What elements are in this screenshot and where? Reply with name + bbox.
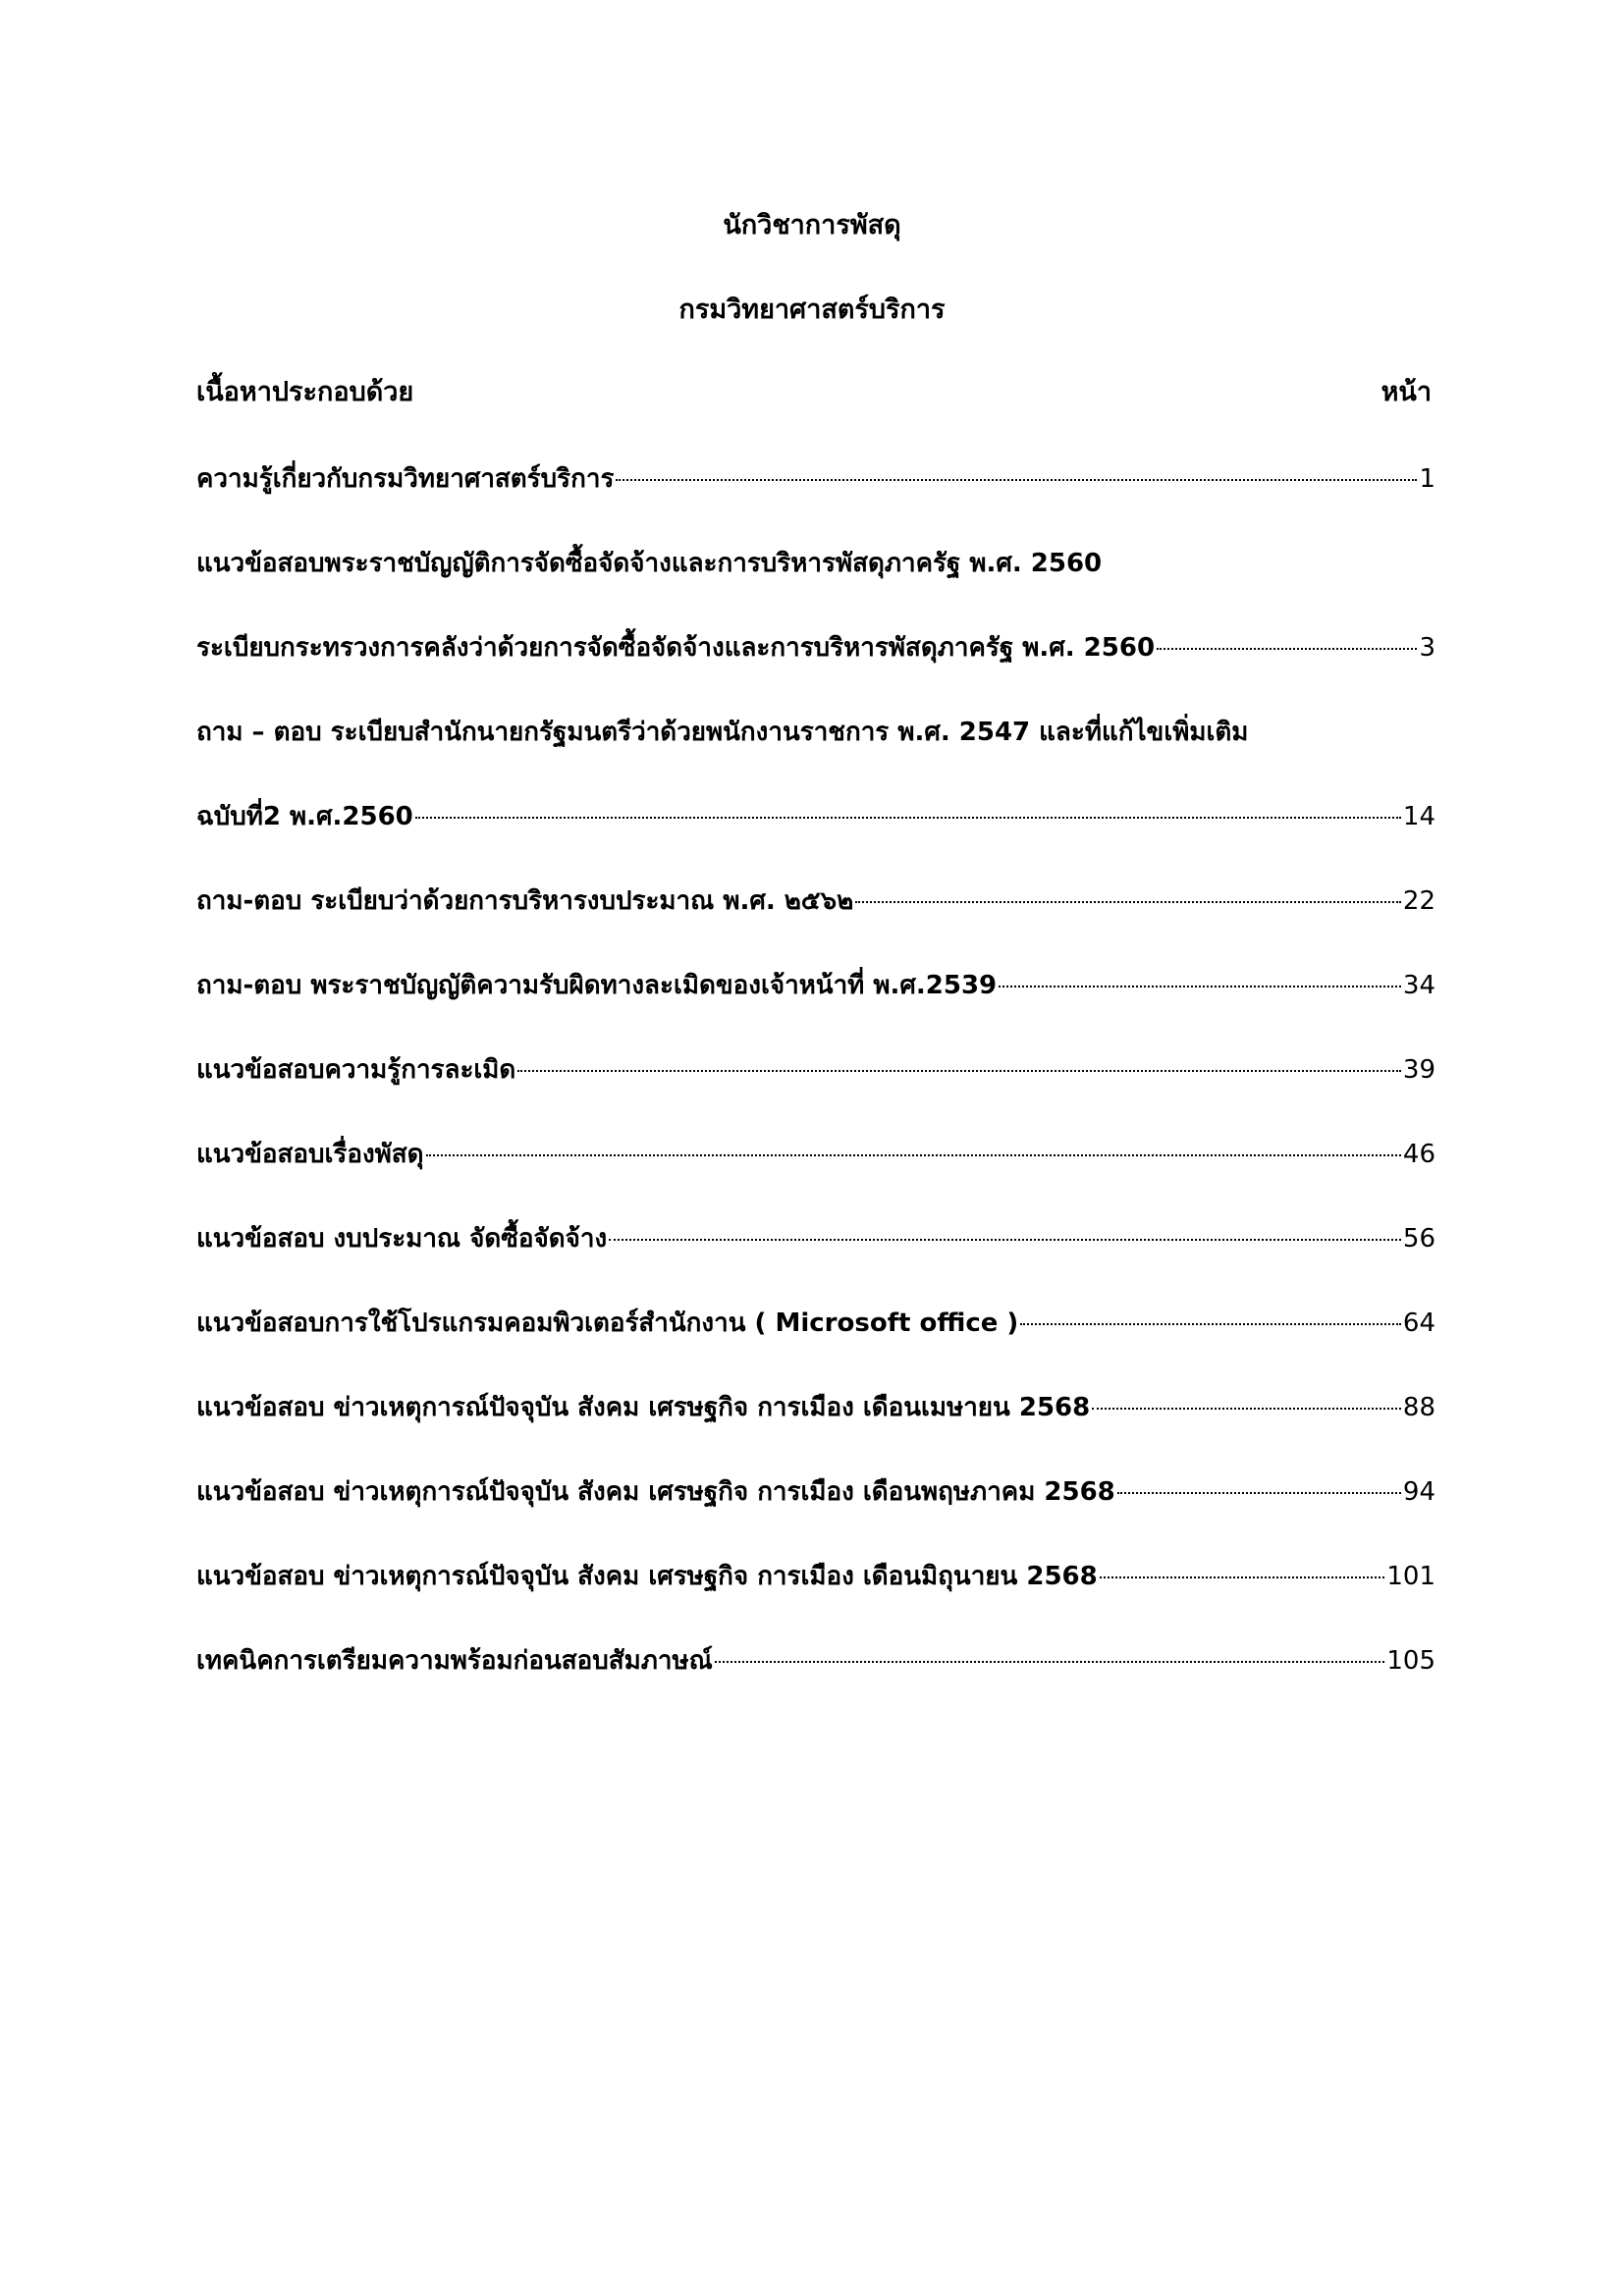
dot-leader: [1100, 1576, 1385, 1578]
toc-entry-title: ถาม-ตอบ ระเบียบว่าด้วยการบริหารงบประมาณ พ.ศ. ๒๕๖๒: [196, 886, 854, 916]
toc-entry-title: ถาม-ตอบ พระราชบัญญัติความรับผิดทางละเมิดของเจ้าหน้าที่ พ.ศ.2539: [196, 971, 998, 1000]
toc-entry-page: 34: [1402, 971, 1435, 1000]
toc-entry-title: ถาม – ตอบ ระเบียบสำนักนายกรัฐมนตรีว่าด้วยพนักงานราชการ พ.ศ. 2547 และที่แก้ไขเพิ่มเติม: [196, 718, 1249, 747]
toc-entry-title: แนวข้อสอบเรื่องพัสดุ: [196, 1140, 424, 1169]
dot-leader: [415, 817, 1401, 819]
toc-header: [196, 373, 1432, 412]
dot-leader: [616, 479, 1417, 481]
toc-entry[interactable]: [196, 713, 1435, 752]
toc-entry[interactable]: [196, 1050, 1435, 1090]
toc-entry[interactable]: [196, 966, 1435, 1005]
toc-entry-page: 56: [1402, 1224, 1435, 1254]
toc-entry[interactable]: [196, 1641, 1435, 1681]
dot-leader: [426, 1154, 1401, 1156]
dot-leader: [999, 986, 1401, 988]
toc-entry-page: 94: [1402, 1477, 1435, 1507]
toc-entry-page: 101: [1386, 1562, 1435, 1591]
toc-entry[interactable]: [196, 628, 1435, 667]
toc-entry-title: แนวข้อสอบการใช้โปรแกรมคอมพิวเตอร์สำนักงาน ( Microsoft office ): [196, 1308, 1019, 1338]
toc-entry-title: แนวข้อสอบ ข่าวเหตุการณ์ปัจจุบัน สังคม เศรษฐกิจ การเมือง เดือนเมษายน 2568: [196, 1393, 1091, 1422]
document-subtitle: กรมวิทยาศาสตร์บริการ: [678, 294, 946, 325]
toc-entry-title: แนวข้อสอบ ข่าวเหตุการณ์ปัจจุบัน สังคม เศรษฐกิจ การเมือง เดือนพฤษภาคม 2568: [196, 1477, 1115, 1507]
toc-entry-title: ความรู้เกี่ยวกับกรมวิทยาศาสตร์บริการ: [196, 464, 615, 494]
toc-entry-page: 22: [1402, 886, 1435, 916]
document-title: นักวิชาการพัสดุ: [723, 210, 901, 240]
dot-leader: [1020, 1323, 1401, 1325]
toc-entry-title: แนวข้อสอบความรู้การละเมิด: [196, 1055, 516, 1085]
toc-entry[interactable]: [196, 459, 1435, 499]
toc-entry-page: 46: [1402, 1140, 1435, 1169]
toc-entry[interactable]: [196, 881, 1435, 921]
toc-entry-page: 3: [1419, 633, 1435, 663]
toc-entry[interactable]: [196, 1388, 1435, 1427]
dot-leader: [855, 901, 1401, 903]
toc-entry[interactable]: [196, 1135, 1435, 1174]
toc-entry[interactable]: [196, 1304, 1435, 1343]
toc-header-page: หน้า: [1380, 377, 1432, 407]
dot-leader: [1092, 1408, 1401, 1410]
toc-entry-title: แนวข้อสอบ ข่าวเหตุการณ์ปัจจุบัน สังคม เศรษฐกิจ การเมือง เดือนมิถุนายน 2568: [196, 1562, 1098, 1591]
toc-entry-title: ระเบียบกระทรวงการคลังว่าด้วยการจัดซื้อจัดจ้างและการบริหารพัสดุภาครัฐ พ.ศ. 2560: [196, 633, 1156, 663]
dot-leader: [609, 1239, 1401, 1241]
dot-leader: [1157, 648, 1417, 650]
toc-entry[interactable]: [196, 1472, 1435, 1512]
toc-entry-title: แนวข้อสอบ งบประมาณ จัดซื้อจัดจ้าง: [196, 1224, 608, 1254]
toc-entry-title: ฉบับที่2 พ.ศ.2560: [196, 802, 413, 831]
toc-header-contents: เนื้อหาประกอบด้วย: [196, 377, 414, 407]
toc-entry-page: 64: [1402, 1308, 1435, 1338]
toc-entry-page: 105: [1386, 1646, 1435, 1676]
toc-entry-page: 1: [1419, 464, 1435, 494]
dot-leader: [1117, 1492, 1401, 1494]
toc-entry-page: 39: [1402, 1055, 1435, 1085]
toc-entry[interactable]: [196, 1219, 1435, 1258]
toc-entry[interactable]: [196, 1557, 1435, 1596]
toc-entry-page: 88: [1402, 1393, 1435, 1422]
toc-entry-title: แนวข้อสอบพระราชบัญญัติการจัดซื้อจัดจ้างและการบริหารพัสดุภาครัฐ พ.ศ. 2560: [196, 549, 1103, 578]
toc-entry[interactable]: [196, 544, 1435, 583]
toc-entry[interactable]: [196, 797, 1435, 836]
dot-leader: [715, 1661, 1385, 1663]
toc-entry-page: 14: [1402, 802, 1435, 831]
toc-entry-title: เทคนิคการเตรียมความพร้อมก่อนสอบสัมภาษณ์: [196, 1646, 713, 1676]
dot-leader: [517, 1070, 1401, 1072]
